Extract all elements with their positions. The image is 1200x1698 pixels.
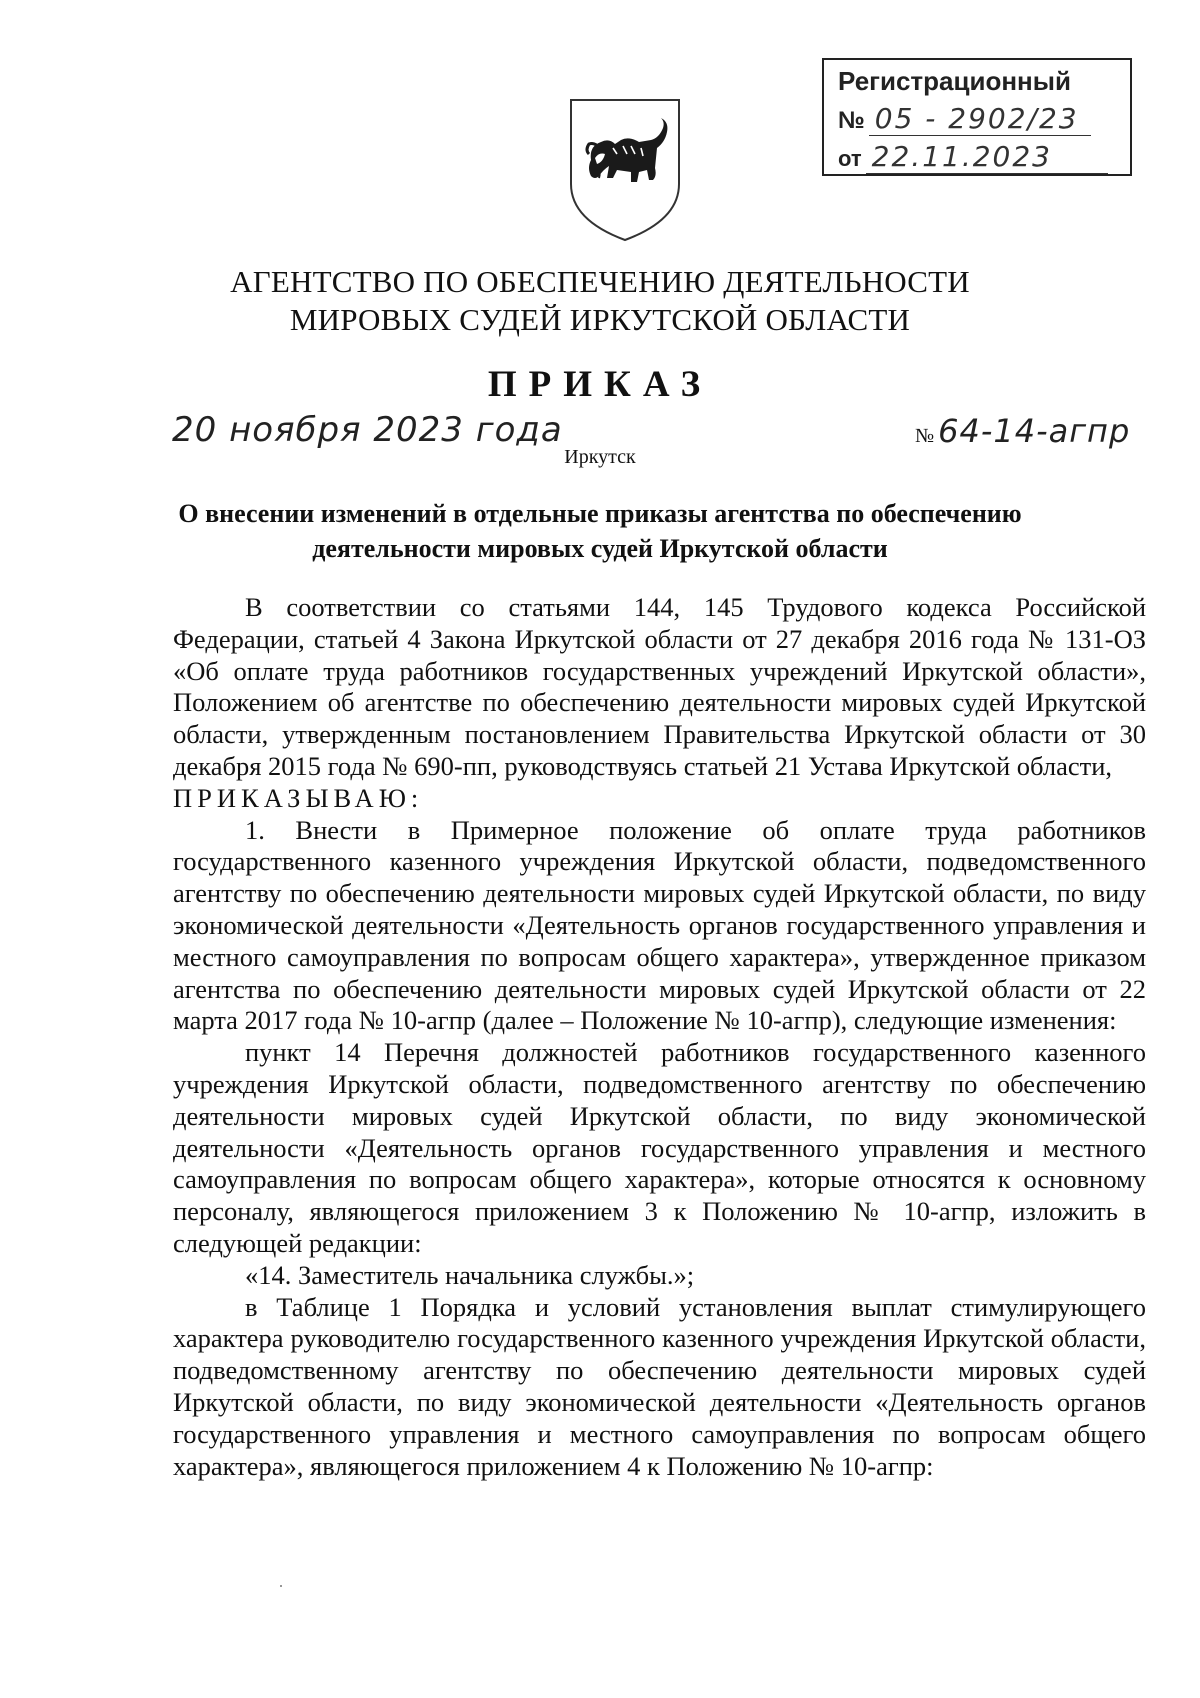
paragraph-preamble: В соответствии со статьями 144, 145 Трудового кодекса Российской Федерации, статьей 4 Закона Иркутской области от 27 декабря 2016 года № 131-ОЗ «Об оплате труда работников государственных учреждений Иркутской области», Положением об агентстве по обеспечению деятельности мировых судей Иркутской области, утвержденным постановлением Правительства Иркутской области от 30 декабря 2015 года № 690-пп, руководствуясь статьей 21 Устава Иркутской области, <box>173 592 1146 781</box>
document-type: ПРИКАЗ <box>487 364 713 405</box>
agency-name-line-1: АГЕНТСТВО ПО ОБЕСПЕЧЕНИЮ ДЕЯТЕЛЬНОСТИ <box>230 264 970 299</box>
stamp-date-value: 22.11.2023 <box>866 140 1108 174</box>
registration-stamp <box>822 58 1132 176</box>
document-body <box>173 592 1146 1482</box>
order-date: 20 ноября 2023 года <box>172 410 563 450</box>
coat-of-arms-icon <box>569 98 681 242</box>
paragraph-quote: «14. Заместитель начальника службы.»; <box>245 1259 695 1290</box>
stamp-number-value: 05 - 2902/23 <box>869 102 1091 136</box>
stamp-title: Регистрационный <box>838 66 1071 96</box>
order-word: ПРИКАЗЫВАЮ: <box>173 782 424 813</box>
paragraph-point-14: пункт 14 Перечня должностей работников государственного казенного учреждения Иркутской области, подведомственного агентству по обеспечению деятельности мировых судей Иркутской области, по виду экономической деятельности «Деятельность органов государственного управления и местного самоуправления по вопросам общего характера», которые относятся к основному персоналу, являющегося приложением 3 к Положению № 10-агпр, изложить в следующей редакции: <box>173 1037 1146 1258</box>
document-heading: О внесении изменений в отдельные приказы агентства по обеспечению деятельности мировых судей Иркутской области <box>178 499 1022 563</box>
city: Иркутск <box>564 446 636 468</box>
order-number-label: № <box>915 425 935 447</box>
stamp-number-row <box>838 102 1091 136</box>
order-number <box>915 412 1130 450</box>
stamp-date-row <box>838 140 1108 174</box>
scan-speck <box>280 1585 282 1587</box>
stamp-number-label: № <box>838 107 865 134</box>
order-number-value: 64-14-агпр <box>938 412 1131 450</box>
agency-name-line-2: МИРОВЫХ СУДЕЙ ИРКУТСКОЙ ОБЛАСТИ <box>289 302 911 337</box>
stamp-date-label: от <box>838 146 862 171</box>
paragraph-item-1: 1. Внести в Примерное положение об оплате труда работников государственного казенного учреждения Иркутской области, подведомственного агентству по обеспечению деятельности мировых судей Иркутской области, по виду экономической деятельности «Деятельность органов государственного управления и местного самоуправления по вопросам общего характера», утвержденное приказом агентства по обеспечению деятельности мировых судей Иркутской области от 22 марта 2017 года № 10-агпр (далее – Положение № 10-агпр), следующие изменения: <box>173 814 1146 1036</box>
paragraph-table-1: в Таблице 1 Порядка и условий установления выплат стимулирующего характера руководителю государственного казенного учреждения Иркутской области, подведомственному агентству по обеспечению деятельности мировых судей Иркутской области, по виду экономической деятельности «Деятельность органов государственного управления и местного самоуправления по вопросам общего характера», являющегося приложением 4 к Положению № 10-агпр: <box>173 1291 1146 1481</box>
